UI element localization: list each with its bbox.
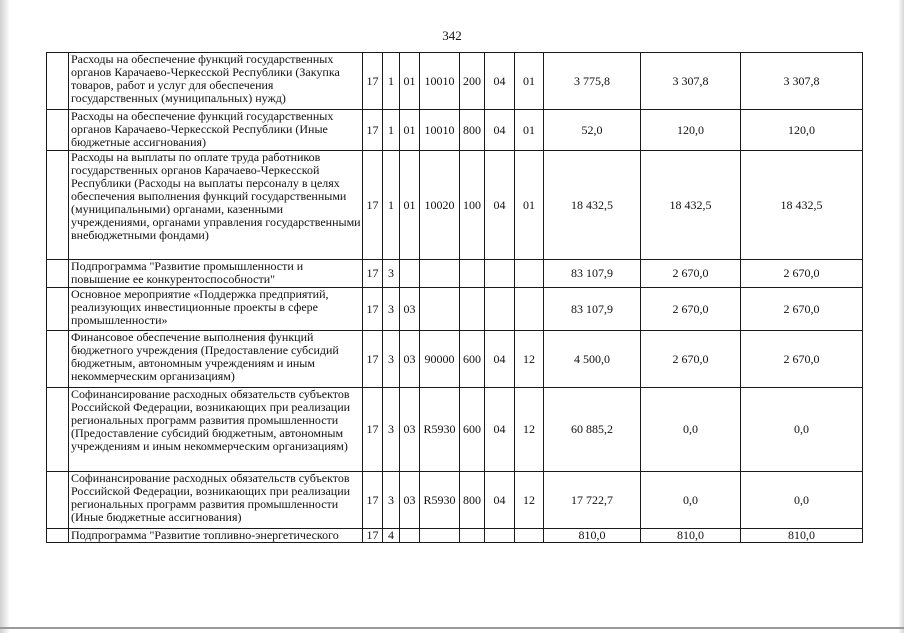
amount-year-3: 2 670,0 [741, 331, 863, 388]
admin-code: 17 [363, 529, 383, 543]
amount-year-1: 3 775,8 [544, 53, 641, 110]
subsection-code [515, 529, 544, 543]
section-code [485, 288, 515, 331]
direction-code: 90000 [420, 331, 460, 388]
row-description: Финансовое обеспечение выполнения функций бюджетного учреждения (Предоставление субсидий бюджетным, автономным учреждениям и иным некоммерческим организациям) [69, 331, 363, 388]
amount-year-1: 83 107,9 [544, 260, 641, 288]
expense-type-code: 800 [460, 472, 485, 529]
scan-right-edge [898, 0, 904, 633]
section-code: 04 [485, 472, 515, 529]
amount-year-3: 18 432,5 [741, 151, 863, 260]
amount-year-2: 0,0 [641, 388, 741, 472]
amount-year-3: 3 307,8 [741, 53, 863, 110]
row-description: Расходы на обеспечение функций государственных органов Карачаево-Черкесской Республики (Закупка товаров, работ и услуг для обеспечения государственных (муниципальных) нужд) [69, 53, 363, 110]
row-description: Расходы на обеспечение функций государственных органов Карачаево-Черкесской Республики (Иные бюджетные ассигнования) [69, 110, 363, 151]
program-code: 1 [383, 53, 400, 110]
table-row [47, 288, 863, 331]
section-code [485, 260, 515, 288]
direction-code: 10010 [420, 53, 460, 110]
margin-cell [47, 260, 69, 288]
subprogram-code: 03 [400, 472, 420, 529]
program-code: 4 [383, 529, 400, 543]
amount-year-2: 3 307,8 [641, 53, 741, 110]
table-row [47, 260, 863, 288]
section-code [485, 529, 515, 543]
expense-type-code: 600 [460, 388, 485, 472]
subsection-code: 01 [515, 151, 544, 260]
subsection-code: 12 [515, 472, 544, 529]
table-row [47, 388, 863, 472]
amount-year-3: 810,0 [741, 529, 863, 543]
expense-type-code [460, 529, 485, 543]
direction-code [420, 260, 460, 288]
admin-code: 17 [363, 472, 383, 529]
program-code: 3 [383, 331, 400, 388]
table-body [47, 53, 863, 543]
table-row [47, 110, 863, 151]
scan-bottom-edge [0, 627, 904, 629]
table-row [47, 529, 863, 543]
amount-year-1: 17 722,7 [544, 472, 641, 529]
subprogram-code: 01 [400, 53, 420, 110]
direction-code [420, 529, 460, 543]
subprogram-code [400, 529, 420, 543]
amount-year-3: 2 670,0 [741, 260, 863, 288]
program-code: 3 [383, 288, 400, 331]
program-code: 3 [383, 260, 400, 288]
section-code: 04 [485, 331, 515, 388]
page-number: 342 [442, 28, 462, 43]
admin-code: 17 [363, 288, 383, 331]
row-description: Софинансирование расходных обязательств субъектов Российской Федерации, возникающих при реализации региональных программ развития промышленности (Предоставление субсидий бюджетным, автономным учреждениям и иным некоммерческим организациям) [69, 388, 363, 472]
section-code: 04 [485, 110, 515, 151]
row-description: Подпрограмма "Развитие топливно-энергетического [69, 529, 363, 543]
direction-code [420, 288, 460, 331]
subprogram-code [400, 260, 420, 288]
expense-type-code [460, 260, 485, 288]
margin-cell [47, 529, 69, 543]
scan-left-edge [0, 0, 10, 633]
subprogram-code: 03 [400, 331, 420, 388]
margin-cell [47, 288, 69, 331]
margin-cell [47, 53, 69, 110]
expense-type-code: 600 [460, 331, 485, 388]
subsection-code: 12 [515, 331, 544, 388]
subprogram-code: 03 [400, 288, 420, 331]
amount-year-2: 2 670,0 [641, 331, 741, 388]
margin-cell [47, 388, 69, 472]
row-description: Основное мероприятие «Поддержка предприятий, реализующих инвестиционные проекты в сфере промышленности» [69, 288, 363, 331]
amount-year-1: 52,0 [544, 110, 641, 151]
subsection-code [515, 260, 544, 288]
subsection-code: 01 [515, 53, 544, 110]
amount-year-1: 83 107,9 [544, 288, 641, 331]
amount-year-2: 18 432,5 [641, 151, 741, 260]
margin-cell [47, 110, 69, 151]
table-row [47, 331, 863, 388]
margin-cell [47, 331, 69, 388]
direction-code: R5930 [420, 472, 460, 529]
amount-year-2: 2 670,0 [641, 288, 741, 331]
admin-code: 17 [363, 331, 383, 388]
amount-year-2: 0,0 [641, 472, 741, 529]
section-code: 04 [485, 388, 515, 472]
expense-type-code: 100 [460, 151, 485, 260]
margin-cell [47, 151, 69, 260]
section-code: 04 [485, 53, 515, 110]
amount-year-3: 120,0 [741, 110, 863, 151]
amount-year-1: 4 500,0 [544, 331, 641, 388]
direction-code: 10010 [420, 110, 460, 151]
admin-code: 17 [363, 53, 383, 110]
amount-year-3: 0,0 [741, 388, 863, 472]
row-description: Софинансирование расходных обязательств субъектов Российской Федерации, возникающих при реализации региональных программ развития промышленности (Иные бюджетные ассигнования) [69, 472, 363, 529]
subprogram-code: 01 [400, 151, 420, 260]
subsection-code [515, 288, 544, 331]
program-code: 1 [383, 151, 400, 260]
expense-type-code [460, 288, 485, 331]
row-description: Расходы на выплаты по оплате труда работников государственных органов Карачаево-Черкесской Республики (Расходы на выплаты персоналу в целях обеспечения выполнения функций государственными (муниципальными) органами, казенными учреждениями, органами управления государственными внебюджетными фондами) [69, 151, 363, 260]
subsection-code: 12 [515, 388, 544, 472]
budget-table [46, 52, 863, 543]
expense-type-code: 800 [460, 110, 485, 151]
direction-code: 10020 [420, 151, 460, 260]
amount-year-1: 18 432,5 [544, 151, 641, 260]
subprogram-code: 03 [400, 388, 420, 472]
amount-year-2: 2 670,0 [641, 260, 741, 288]
margin-cell [47, 472, 69, 529]
program-code: 3 [383, 472, 400, 529]
program-code: 3 [383, 388, 400, 472]
amount-year-3: 2 670,0 [741, 288, 863, 331]
admin-code: 17 [363, 260, 383, 288]
table-row [47, 53, 863, 110]
row-description: Подпрограмма "Развитие промышленности и повышение ее конкурентоспособности" [69, 260, 363, 288]
amount-year-1: 810,0 [544, 529, 641, 543]
amount-year-3: 0,0 [741, 472, 863, 529]
table-row [47, 472, 863, 529]
admin-code: 17 [363, 151, 383, 260]
amount-year-1: 60 885,2 [544, 388, 641, 472]
table-row [47, 151, 863, 260]
program-code: 1 [383, 110, 400, 151]
direction-code: R5930 [420, 388, 460, 472]
expense-type-code: 200 [460, 53, 485, 110]
admin-code: 17 [363, 110, 383, 151]
subsection-code: 01 [515, 110, 544, 151]
section-code: 04 [485, 151, 515, 260]
amount-year-2: 120,0 [641, 110, 741, 151]
admin-code: 17 [363, 388, 383, 472]
subprogram-code: 01 [400, 110, 420, 151]
amount-year-2: 810,0 [641, 529, 741, 543]
